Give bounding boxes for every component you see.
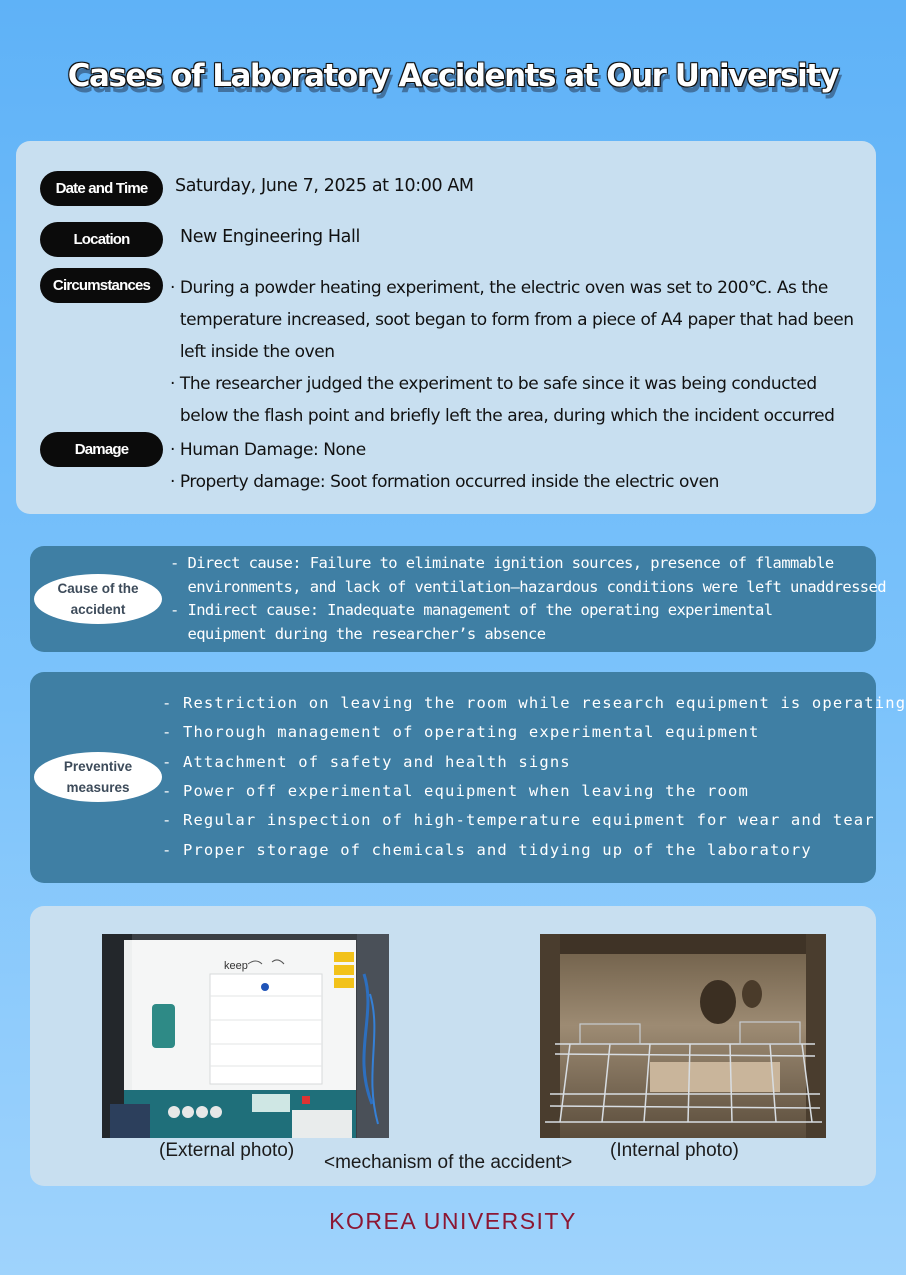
page-title: Cases of Laboratory Accidents at Our University xyxy=(67,58,839,94)
cause-line: - Indirect cause: Inadequate management of the operating experimental xyxy=(170,601,773,619)
prevention-item: - Power off experimental equipment when leaving the room xyxy=(162,782,749,800)
external-photo-caption: (External photo) xyxy=(159,1140,295,1161)
cause-line: equipment during the researcher’s absence xyxy=(170,625,546,643)
internal-oven-photo xyxy=(540,934,826,1138)
prevention-item: - Proper storage of chemicals and tidying up of the laboratory xyxy=(162,841,812,859)
oven-note-text: keep xyxy=(224,960,248,972)
circumstances-line: left inside the oven xyxy=(170,342,335,362)
circumstances-label: Circumstances xyxy=(40,268,163,303)
university-logo-text: KOREA UNIVERSITY xyxy=(329,1208,577,1234)
date-time-value: Saturday, June 7, 2025 at 10:00 AM xyxy=(175,176,474,196)
prevention-item: - Thorough management of operating experimental equipment xyxy=(162,723,760,741)
damage-line: · Property damage: Soot formation occurred inside the electric oven xyxy=(170,472,719,492)
prevention-item: - Restriction on leaving the room while research equipment is operating xyxy=(162,694,906,712)
prevention-label-line: measures xyxy=(66,780,130,795)
cause-label-line: accident xyxy=(70,602,126,617)
mechanism-caption: <mechanism of the accident> xyxy=(324,1152,573,1173)
prevention-label xyxy=(34,752,162,802)
cause-label xyxy=(34,574,162,624)
cause-line: - Direct cause: Failure to eliminate ignition sources, presence of flammable xyxy=(170,554,834,572)
circumstances-line: below the flash point and briefly left the area, during which the incident occurred xyxy=(170,406,835,426)
prevention-label-line: Preventive xyxy=(63,759,133,774)
internal-photo-caption: (Internal photo) xyxy=(610,1140,739,1161)
circumstances-line: · The researcher judged the experiment to be safe since it was being conducted xyxy=(170,374,817,394)
location-label: Location xyxy=(40,222,163,257)
location-value: New Engineering Hall xyxy=(180,227,360,247)
date-time-label: Date and Time xyxy=(40,171,163,206)
damage-line: · Human Damage: None xyxy=(170,440,366,460)
circumstances-line: temperature increased, soot began to form from a piece of A4 paper that had been xyxy=(170,310,854,330)
external-oven-photo xyxy=(102,934,389,1138)
prevention-item: - Regular inspection of high-temperature equipment for wear and tear xyxy=(162,811,875,829)
damage-label: Damage xyxy=(40,432,163,467)
prevention-item: - Attachment of safety and health signs xyxy=(162,753,571,771)
cause-line: environments, and lack of ventilation—hazardous conditions were left unaddressed xyxy=(170,578,887,596)
cause-label-line: Cause of the xyxy=(57,581,139,596)
circumstances-line: · During a powder heating experiment, the electric oven was set to 200℃. As the xyxy=(170,278,828,298)
